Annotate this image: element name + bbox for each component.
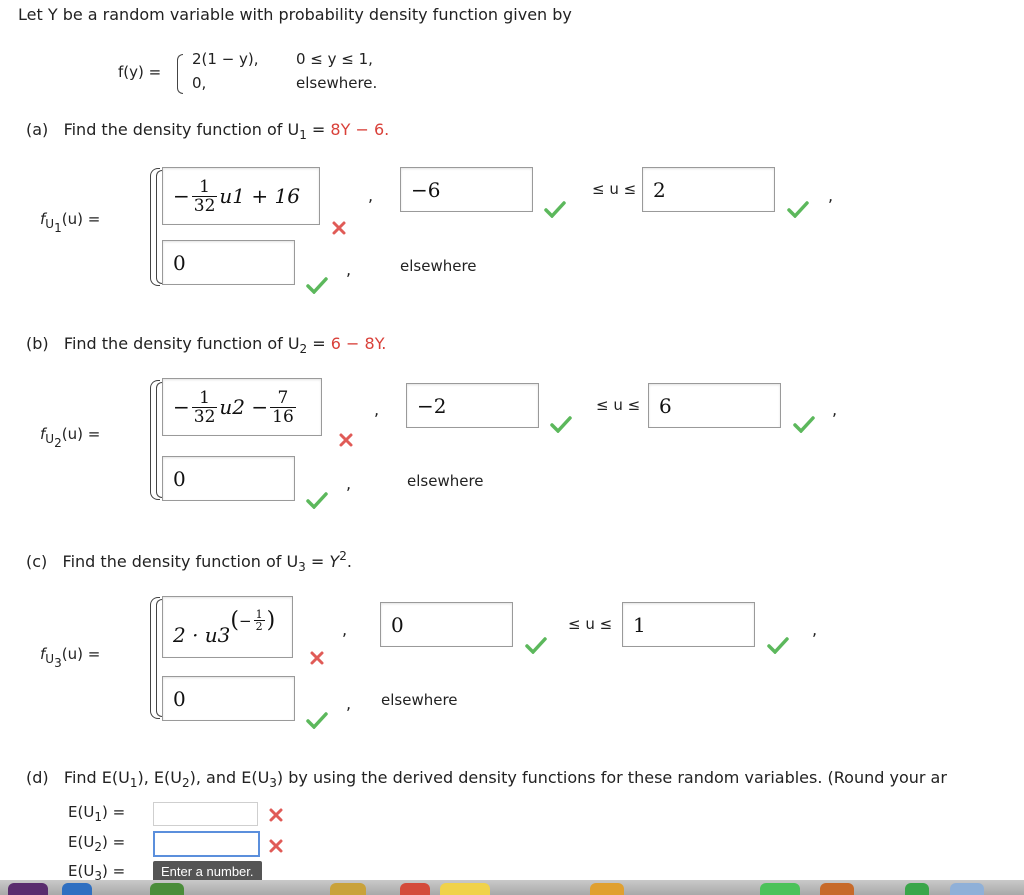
part-c-func-label: $f_{U_3}(u)$ = [40, 645, 101, 670]
comma: , [346, 474, 352, 493]
case2-cond: elsewhere. [296, 74, 378, 92]
part-b-answer1-input[interactable]: − $\frac{1}{32}$ u2 − $\frac{7}{16}$ [162, 378, 322, 436]
part-b-func-label: $f_{U_2}(u)$ = [40, 425, 101, 450]
part-b-upper-input[interactable]: 6 [648, 383, 781, 428]
comma: , [368, 186, 374, 205]
cross-icon [331, 220, 347, 236]
cross-icon [268, 807, 284, 823]
part-d-prompt: (d) Find $E(U_1)$, $E(U_2)$, and $E(U_3)$ by using the derived density functions for these random variables. (Round your ar [26, 768, 947, 790]
dock-app-icon[interactable] [330, 883, 366, 895]
check-icon [787, 200, 809, 218]
comma: , [346, 694, 352, 713]
e1-label: $E(U_1)$ = [68, 803, 126, 824]
cross-icon [268, 838, 284, 854]
part-b-lower-input[interactable]: −2 [406, 383, 539, 428]
part-b-prompt: (b) Find the density function of $U_2 = 6 - 8Y$. [26, 334, 387, 356]
check-icon [793, 415, 815, 433]
part-b-elsewhere: elsewhere [407, 472, 484, 490]
case1-cond: 0 ≤ y ≤ 1, [296, 50, 373, 68]
check-icon [525, 636, 547, 654]
check-icon [306, 491, 328, 509]
case2-expr: 0, [192, 74, 207, 92]
check-icon [306, 711, 328, 729]
intro-brace [177, 54, 183, 94]
e3-label: $E(U_3)$ = [68, 862, 126, 880]
comma: , [812, 620, 818, 639]
check-icon [306, 276, 328, 294]
check-icon [550, 415, 572, 433]
part-c-lower-input[interactable]: 0 [380, 602, 513, 647]
part-a-prompt: (a) Find the density function of $U_1 = 8Y - 6$. [26, 120, 390, 142]
comma: , [832, 400, 838, 419]
part-a-lower-input[interactable]: −6 [400, 167, 533, 212]
dock [0, 880, 1024, 895]
cross-icon [338, 432, 354, 448]
part-c-elsewhere: elsewhere [381, 691, 458, 709]
dock-app-icon[interactable] [62, 883, 92, 895]
cross-icon [309, 650, 325, 666]
dock-app-icon[interactable] [590, 883, 624, 895]
part-b-ineq: ≤ u ≤ [596, 396, 641, 414]
part-c-prompt: (c) Find the density function of $U_3 = Y^2$. [26, 549, 352, 574]
part-c-answer2-input[interactable]: 0 [162, 676, 295, 721]
case1-expr: 2(1 − y), [192, 50, 259, 68]
part-a-answer1-input[interactable]: − $\frac{1}{32}$ u1 + 16 [162, 167, 320, 225]
check-icon [767, 636, 789, 654]
comma: , [342, 620, 348, 639]
part-a-elsewhere: elsewhere [400, 257, 477, 275]
part-a-answer2-input[interactable]: 0 [162, 240, 295, 285]
tooltip: Enter a number. [153, 861, 262, 883]
part-c-ineq: ≤ u ≤ [568, 615, 613, 633]
dock-app-icon[interactable] [820, 883, 854, 895]
problem-statement: Let Y be a random variable with probability density function given by [18, 5, 572, 24]
part-a-func-label: $f_{U_1}(u)$ = [40, 210, 101, 235]
dock-app-icon[interactable] [905, 883, 929, 895]
dock-app-icon[interactable] [150, 883, 184, 895]
dock-app-icon[interactable] [760, 883, 800, 895]
part-c-upper-input[interactable]: 1 [622, 602, 755, 647]
part-a-ineq: ≤ u ≤ [592, 180, 637, 198]
dock-app-icon[interactable] [950, 883, 984, 895]
part-a-upper-input[interactable]: 2 [642, 167, 775, 212]
dock-app-icon[interactable] [440, 883, 490, 895]
dock-app-icon[interactable] [400, 883, 430, 895]
e2-input[interactable] [153, 831, 260, 857]
dock-app-icon[interactable] [8, 883, 48, 895]
e1-input[interactable] [153, 802, 258, 826]
e2-label: $E(U_2)$ = [68, 833, 126, 854]
comma: , [374, 400, 380, 419]
comma: , [828, 186, 834, 205]
part-c-answer1-input[interactable]: 2 · u3 ( − $\frac{1}{2}$ ) [162, 596, 293, 658]
f-label: f(y) = [118, 63, 162, 81]
part-b-answer2-input[interactable]: 0 [162, 456, 295, 501]
check-icon [544, 200, 566, 218]
comma: , [346, 260, 352, 279]
